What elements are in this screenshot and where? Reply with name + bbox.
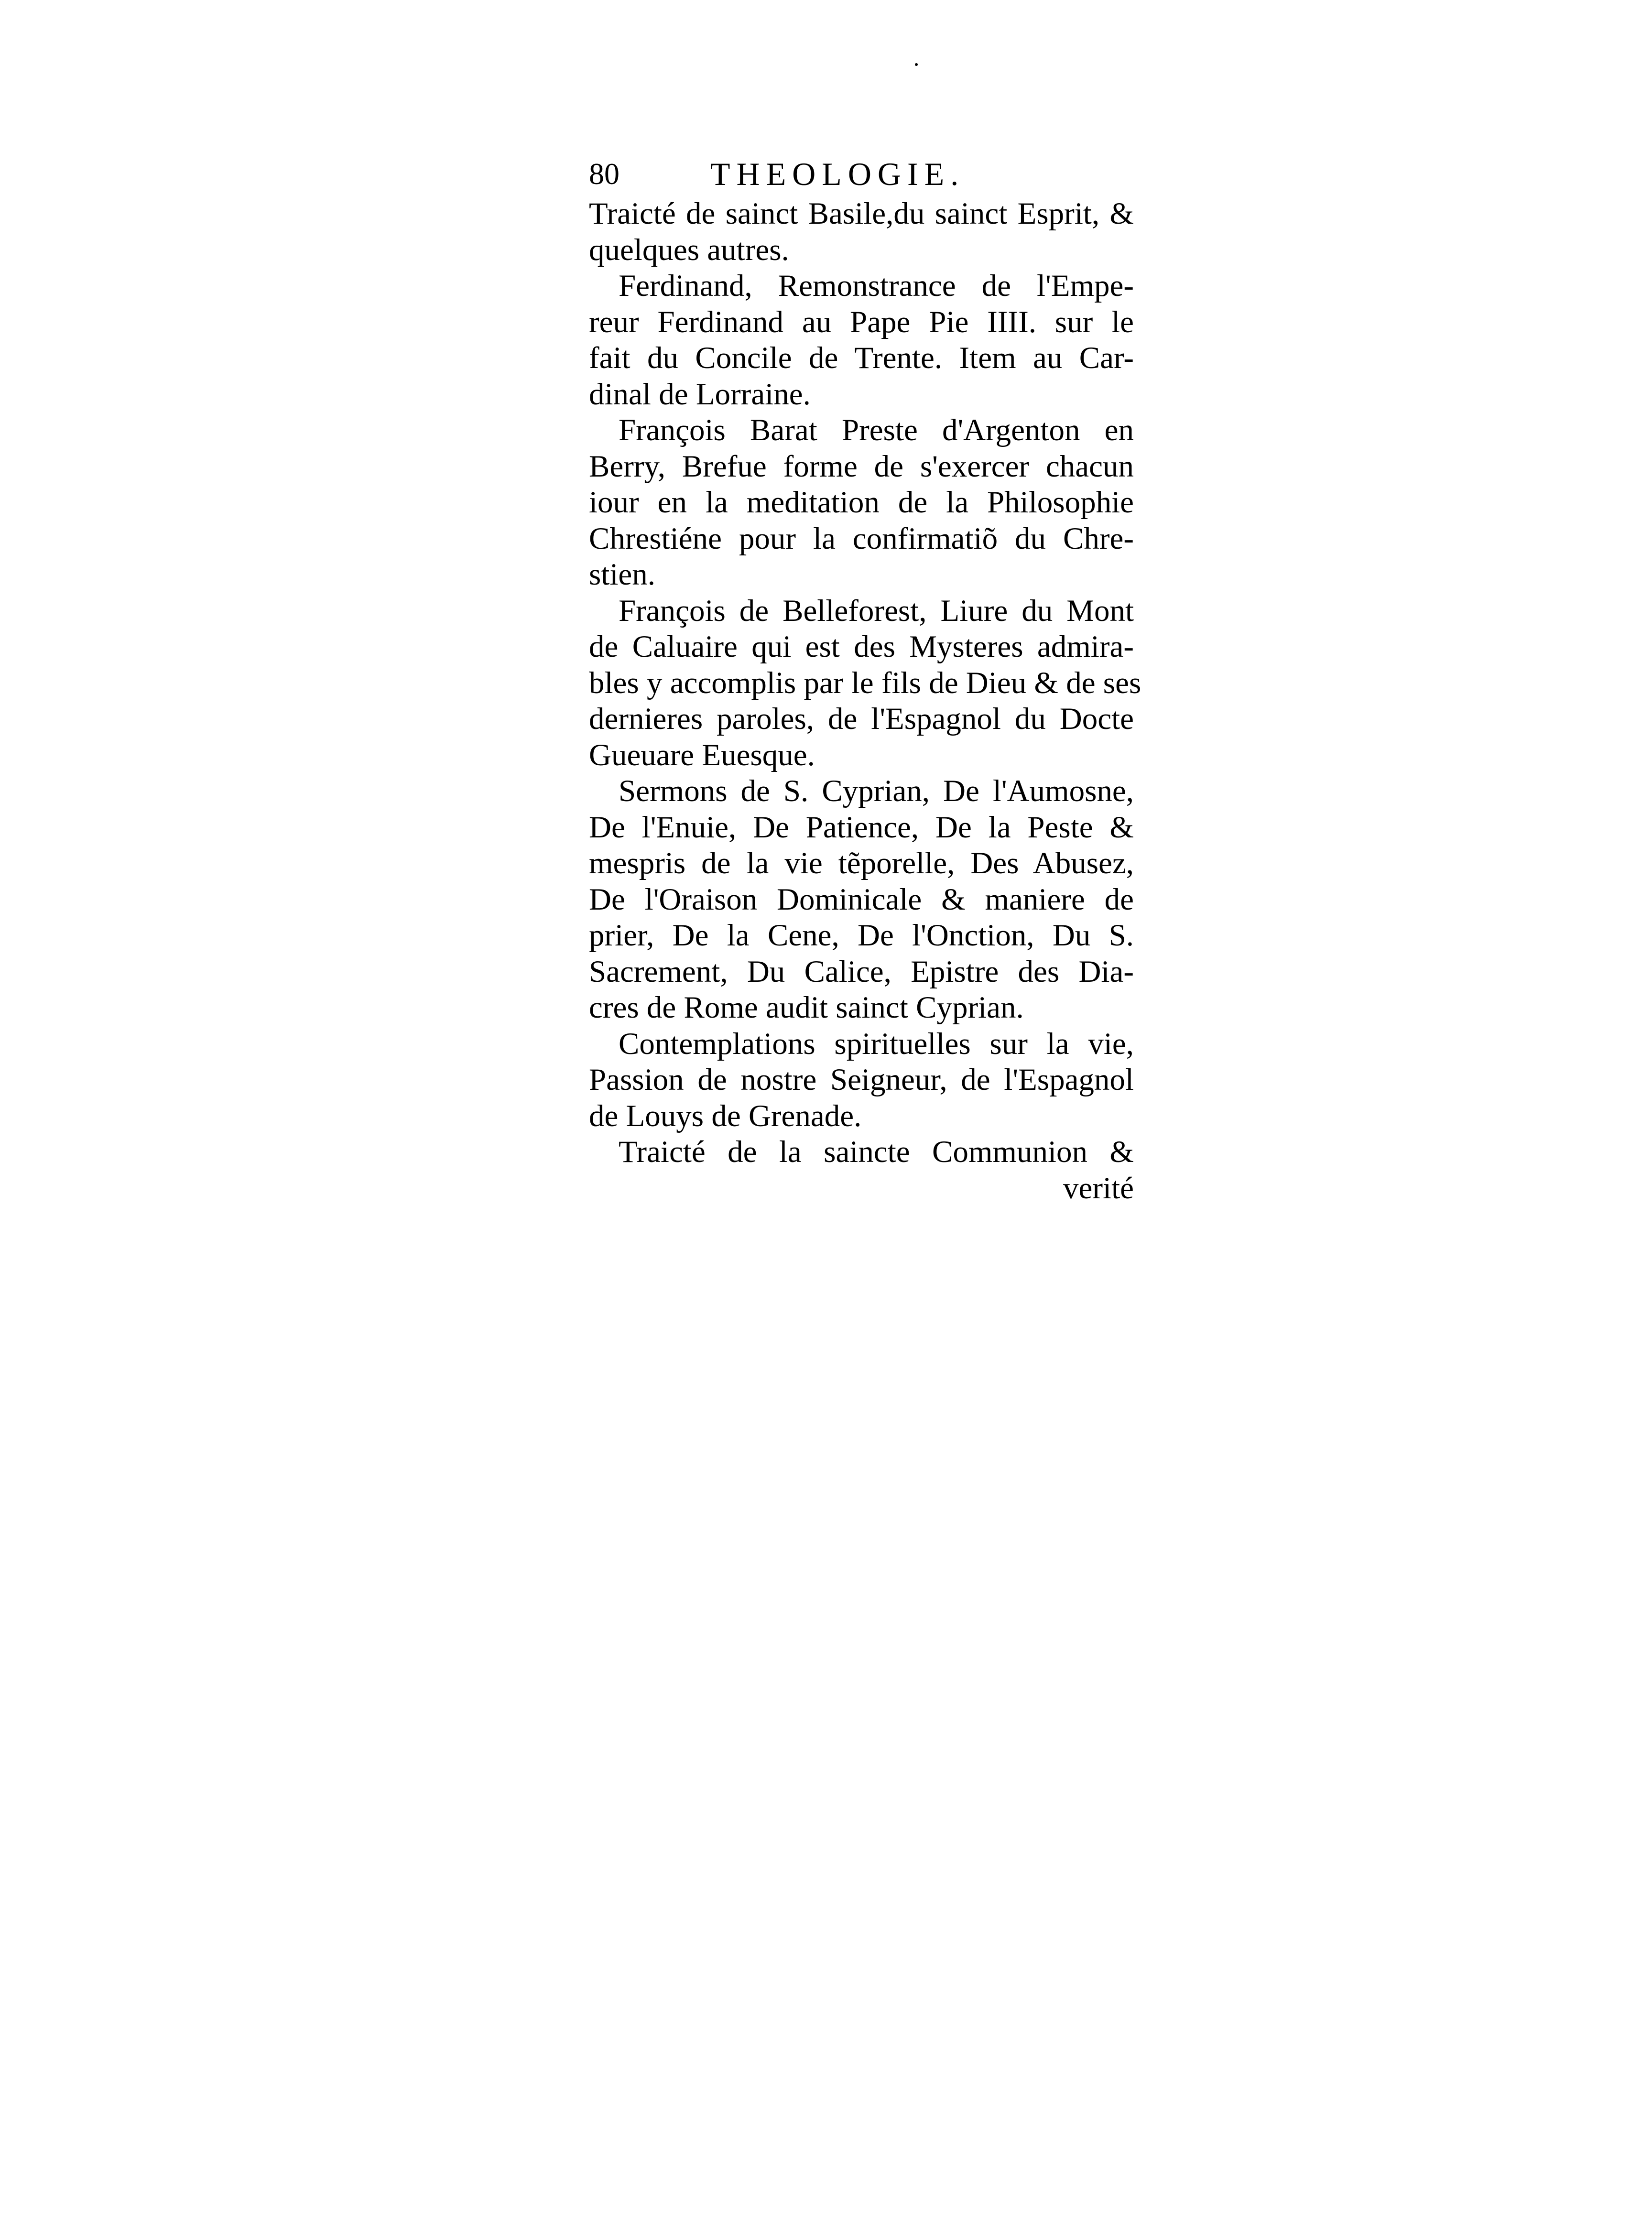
entry-line: De l'Enuie, De Patience, De la Peste &	[589, 810, 1134, 845]
entry-line: Traicté de sainct Basile,du sainct Esprit, &	[589, 196, 1134, 231]
entry-line: Traicté de la saincte Communion &	[619, 1135, 1134, 1169]
entry-line: Berry, Brefue forme de s'exercer chacun	[589, 449, 1134, 484]
catalog-entry	[589, 593, 1141, 774]
entry-line: prier, De la Cene, De l'Onction, Du S.	[589, 918, 1134, 953]
running-head	[589, 152, 1134, 196]
entry-line: stien.	[589, 557, 656, 592]
text-column	[589, 152, 1141, 1206]
entry-line: Contemplations spirituelles sur la vie,	[619, 1026, 1134, 1061]
catalog-entry	[589, 1026, 1134, 1135]
ink-speck	[915, 63, 918, 66]
entry-line: cres de Rome audit sainct Cyprian.	[589, 990, 1024, 1025]
entry-line: François de Belleforest, Liure du Mont	[619, 593, 1134, 628]
entry-line: De l'Oraison Dominicale & maniere de	[589, 882, 1134, 917]
entry-line: quelques autres.	[589, 232, 789, 267]
entry-line: de Louys de Grenade.	[589, 1098, 862, 1133]
entry-line: Sermons de S. Cyprian, De l'Aumosne,	[619, 774, 1134, 808]
entry-line: Gueuare Euesque.	[589, 738, 815, 772]
catchword-line	[589, 1171, 1134, 1207]
page-number: 80	[589, 157, 620, 191]
entry-line: dernieres paroles, de l'Espagnol du Docte	[589, 702, 1134, 736]
catalog-entry	[589, 1134, 1134, 1171]
entry-line: Sacrement, Du Calice, Epistre des Dia-	[589, 954, 1134, 989]
entry-line: iour en la meditation de la Philosophie	[589, 485, 1134, 520]
entry-line: Ferdinand, Remonstrance de l'Empe-	[619, 269, 1134, 303]
entry-line: François Barat Preste d'Argenton en	[619, 413, 1134, 447]
catchword: verité	[1063, 1171, 1134, 1205]
catalog-entry	[589, 268, 1134, 412]
catalog-entry	[589, 773, 1134, 1026]
entry-line: Chrestiéne pour la confirmatiõ du Chre-	[589, 521, 1134, 556]
entry-line: bles y accomplis par le fils de Dieu & de ses	[589, 665, 1141, 700]
entry-line: mespris de la vie tẽporelle, Des Abusez,	[589, 846, 1134, 880]
entry-line: dinal de Lorraine.	[589, 377, 811, 412]
running-title: THEOLOGIE.	[710, 156, 965, 192]
entry-line: fait du Concile de Trente. Item au Car-	[589, 341, 1134, 375]
catalog-entry	[589, 196, 1134, 268]
entry-line: reur Ferdinand au Pape Pie IIII. sur le	[589, 304, 1134, 339]
entry-line: de Caluaire qui est des Mysteres admira-	[589, 630, 1134, 664]
catalog-entry	[589, 412, 1134, 593]
entry-line: Passion de nostre Seigneur, de l'Espagnol	[589, 1063, 1134, 1097]
